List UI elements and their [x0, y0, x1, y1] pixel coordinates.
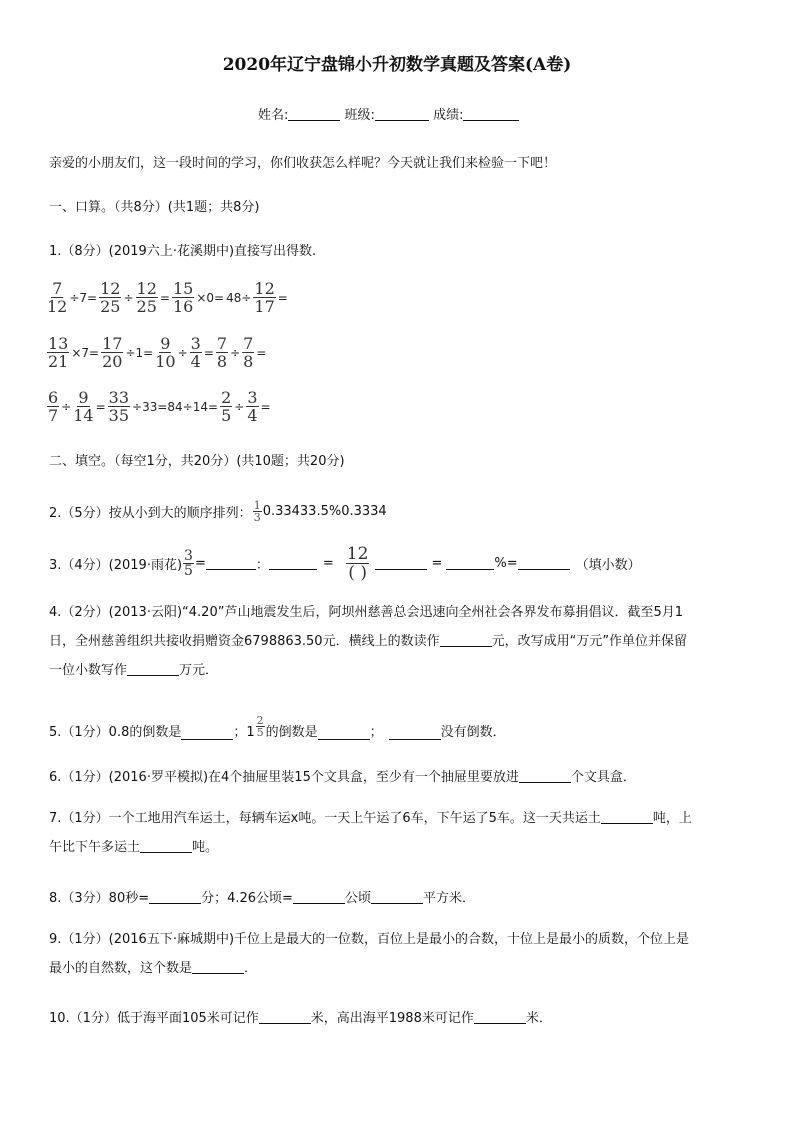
question-5-text: 没有倒数． [440, 725, 506, 740]
question-3 [49, 545, 641, 582]
name-label: 姓名: [258, 108, 289, 123]
question-4-line-1: 4.（2分）(2013·云阳)“4.20”芦山地震发生后，阿坝州慈善总会迅速向全州社会各界发布募捐倡议．截至5月1 [49, 605, 683, 620]
fraction: $\frac{2}{5}$ [256, 714, 264, 739]
fraction: $\frac{15}{16}$ [172, 279, 194, 316]
fraction: $\frac{12}{( )}$ [346, 544, 369, 583]
fraction: $\frac{7}{8}$ [243, 334, 254, 371]
answer-blank[interactable] [127, 663, 179, 676]
question-7-text: 7.（1分）一个工地用汽车运土，每辆车运x吨。一天上午运了6车，下午运了5车。这一天共运土 [49, 811, 601, 826]
operator: = [159, 290, 170, 305]
question-7 [49, 804, 749, 862]
fraction: $\frac{9}{10}$ [155, 334, 176, 371]
fraction: $\frac{3}{4}$ [247, 388, 258, 425]
question-6-text: 6.（1分）(2016·罗平模拟)在4个抽屉里装15个文具盒，至少有一个抽屉里要放进 [49, 770, 519, 785]
fraction: $\frac{7}{12}$ [47, 279, 68, 316]
answer-blank[interactable] [259, 1011, 311, 1024]
question-2-text: 2.（5分）按从小到大的顺序排列： [49, 506, 252, 521]
operator: ÷7= [69, 290, 98, 305]
answer-blank[interactable] [440, 634, 492, 647]
operator: ÷33=84÷14= [132, 399, 219, 414]
calc-row-2 [46, 335, 267, 370]
question-8 [49, 887, 475, 906]
question-10-text: 米． [525, 1011, 552, 1026]
question-4 [49, 598, 749, 685]
operator: = [260, 399, 271, 414]
class-label: 班级: [344, 108, 375, 123]
question-4-line-3: 一位小数写作 [49, 663, 128, 678]
question-4-line-2b: 元，改写成用“万元”作单位并保留 [491, 634, 688, 649]
question-7-text: 吨。 [192, 840, 219, 855]
question-6 [49, 766, 636, 785]
answer-blank[interactable] [192, 961, 244, 974]
question-5 [49, 715, 506, 740]
student-info [258, 104, 519, 123]
operator: ÷ [61, 399, 72, 414]
question-7-text: 吨，上 [652, 811, 692, 826]
question-8-text: 公顷 [344, 891, 371, 906]
question-6-text: 个文具盒． [570, 770, 636, 785]
question-9-text: 9.（1分）(2016五下·麻城期中)千位上是最大的一位数，百位上是最小的合数，十位上是最小的质数，个位上是 [49, 932, 690, 947]
question-4-line-3b: 万元． [179, 663, 219, 678]
answer-blank[interactable] [269, 557, 317, 570]
fraction: $\frac{12}{25}$ [100, 279, 121, 316]
question-8-text: 分；4.26公顷= [201, 891, 293, 906]
operator: = [431, 556, 443, 571]
question-2-values: 0.33433.5%0.3334 [262, 504, 387, 519]
question-3-note: （填小数） [575, 558, 641, 573]
fraction: $\frac{3}{5}$ [184, 548, 193, 579]
answer-blank[interactable] [149, 891, 201, 904]
question-5-text: ；1 [233, 725, 255, 740]
operator: 48÷ [226, 290, 252, 305]
answer-blank[interactable] [293, 891, 345, 904]
answer-blank[interactable] [601, 811, 653, 824]
question-5-text: 5.（1分）0.8的倒数是 [49, 725, 182, 740]
question-10-text: 10.（1分）低于海平面105米可记作 [49, 1011, 259, 1026]
operator: ×7= [71, 345, 100, 360]
operator: ： [255, 558, 269, 573]
answer-blank[interactable] [389, 727, 441, 740]
operator: = [322, 556, 334, 571]
name-blank[interactable] [288, 108, 340, 121]
fraction: $\frac{12}{17}$ [254, 279, 275, 316]
answer-blank[interactable] [206, 557, 256, 570]
question-8-text: 平方米． [422, 891, 475, 906]
operator: ÷ [230, 345, 241, 360]
operator: ÷1= [125, 345, 154, 360]
question-5-text: 的倒数是 [265, 725, 318, 740]
fraction: $\frac{13}{21}$ [48, 334, 69, 371]
operator: = [256, 345, 267, 360]
operator: = [95, 399, 106, 414]
operator: ×0= [196, 290, 225, 305]
answer-blank[interactable] [474, 1011, 526, 1024]
answer-blank[interactable] [181, 727, 233, 740]
operator: = [194, 556, 206, 571]
question-2 [49, 500, 387, 523]
question-3-text: 3.（4分）(2019·雨花) [49, 558, 183, 573]
question-10-text: 米，高出海平1988米可记作 [310, 1011, 474, 1026]
intro-text: 亲爱的小朋友们，这一段时间的学习，你们收获怎么样呢？今天就让我们来检验一下吧！ [49, 156, 557, 171]
operator: ÷ [234, 399, 245, 414]
answer-blank[interactable] [519, 770, 571, 783]
document-title: 2020年辽宁盘锦小升初数学真题及答案(A卷) [222, 55, 572, 75]
question-9-text: ． [244, 961, 258, 976]
fraction: $\frac{12}{25}$ [136, 279, 157, 316]
fraction: $\frac{3}{4}$ [190, 334, 201, 371]
answer-blank[interactable] [518, 557, 570, 570]
fraction: $\frac{17}{20}$ [102, 334, 123, 371]
answer-blank[interactable] [375, 557, 427, 570]
score-blank[interactable] [463, 108, 519, 121]
answer-blank[interactable] [371, 891, 423, 904]
answer-blank[interactable] [318, 727, 370, 740]
question-10 [49, 1007, 552, 1026]
question-9 [49, 925, 749, 983]
answer-blank[interactable] [446, 557, 494, 570]
fraction: $\frac{9}{14}$ [73, 388, 94, 425]
score-label: 成绩: [433, 108, 464, 123]
calc-row-3 [46, 389, 272, 424]
operator: = [203, 345, 214, 360]
question-9-text: 最小的自然数，这个数是 [49, 961, 193, 976]
operator: ÷ [123, 290, 134, 305]
question-7-text: 午比下午多运土 [49, 840, 141, 855]
calc-row-1 [46, 280, 289, 315]
operator: = [277, 290, 288, 305]
operator: %= [494, 556, 518, 571]
fraction: $\frac{6}{7}$ [48, 388, 59, 425]
question-4-line-2: 日，全州慈善组织共接收捐赠资金6798863.50元．横线上的数读作 [49, 634, 440, 649]
question-5-text: ； [369, 725, 383, 740]
question-8-text: 8.（3分）80秒= [49, 891, 150, 906]
class-blank[interactable] [375, 108, 429, 121]
question-1-text: 1.（8分）(2019六上·花溪期中)直接写出得数. [49, 244, 317, 259]
fraction: $\frac{33}{35}$ [108, 388, 130, 425]
section-1-header: 一、口算。（共8分）(共1题；共8分) [49, 200, 260, 215]
answer-blank[interactable] [140, 840, 192, 853]
operator: ÷ [177, 345, 188, 360]
fraction: $\frac{2}{5}$ [221, 388, 232, 425]
fraction: $\frac{1}{3}$ [253, 499, 261, 524]
fraction: $\frac{7}{8}$ [216, 334, 228, 371]
section-2-header: 二、填空。（每空1分，共20分）(共10题；共20分) [49, 454, 345, 469]
